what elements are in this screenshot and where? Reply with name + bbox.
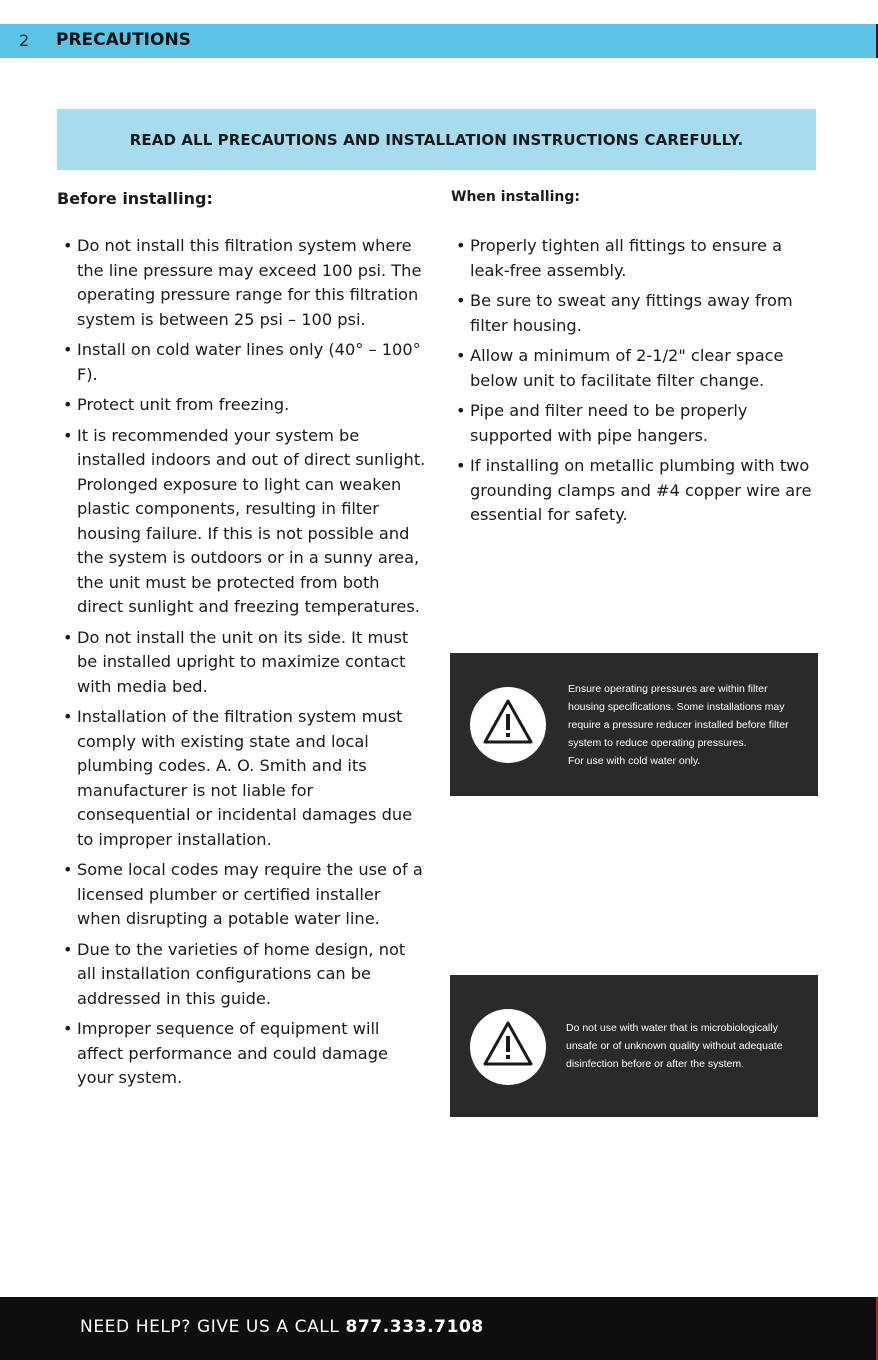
list-item: • Properly tighten all fittings to ensure a leak-free assembly.: [456, 234, 822, 283]
list-item: • If installing on metallic plumbing with two grounding clamps and #4 copper wire are essential for safety.: [456, 454, 822, 528]
warning-triangle-icon: [470, 1009, 546, 1085]
warning-line: For use with cold water only.: [568, 755, 701, 767]
list-item: • Improper sequence of equipment will affect performance and could damage your system.: [63, 1017, 429, 1091]
warning-line: Ensure operating pressures are within filter: [568, 683, 768, 695]
warning-line: unsafe or of unknown quality without adequate: [566, 1040, 783, 1052]
support-phone-number[interactable]: 877.333.7108: [345, 1317, 484, 1337]
warning-line: housing specifications. Some installations may: [568, 701, 785, 713]
section-title: PRECAUTIONS: [56, 30, 191, 50]
page-number: 2: [19, 31, 30, 50]
list-item: • Be sure to sweat any fittings away from filter housing.: [456, 289, 822, 338]
when-installing-list: [456, 234, 822, 534]
when-installing-heading: When installing:: [451, 189, 580, 205]
page-header: [0, 24, 878, 58]
list-item: • Installation of the filtration system must comply with existing state and local plumbing codes. A. O. Smith and its manufacturer is not liable for consequential or incidental damages due to improper installation.: [63, 705, 429, 852]
warning-line: Do not use with water that is microbiologically: [566, 1022, 778, 1034]
before-installing-list: [63, 234, 429, 1097]
footer-text: [80, 1317, 484, 1337]
warning-line: require a pressure reducer installed before filter: [568, 719, 789, 731]
water-quality-warning-box: [450, 975, 818, 1117]
list-item: • Due to the varieties of home design, not all installation configurations can be addressed in this guide.: [63, 938, 429, 1012]
footer-prefix: NEED HELP? GIVE US A CALL: [80, 1317, 346, 1337]
warning-text: [566, 1019, 810, 1073]
list-item: • Protect unit from freezing.: [63, 393, 429, 418]
help-footer: [0, 1297, 878, 1360]
warning-triangle-icon: [470, 687, 546, 763]
list-item: • Some local codes may require the use of a licensed plumber or certified installer when disrupting a potable water line.: [63, 858, 429, 932]
list-item: • Pipe and filter need to be properly supported with pipe hangers.: [456, 399, 822, 448]
banner-text: READ ALL PRECAUTIONS AND INSTALLATION INSTRUCTIONS CAREFULLY.: [129, 130, 744, 149]
warning-line: disinfection before or after the system.: [566, 1058, 745, 1070]
before-installing-heading: Before installing:: [57, 189, 213, 208]
list-item: • Allow a minimum of 2-1/2" clear space below unit to facilitate filter change.: [456, 344, 822, 393]
warning-text: [568, 680, 808, 770]
warning-line: system to reduce operating pressures.: [568, 737, 747, 749]
pressure-warning-box: [450, 653, 818, 796]
instruction-banner: [57, 109, 816, 170]
list-item: • Install on cold water lines only (40° – 100° F).: [63, 338, 429, 387]
list-item: • Do not install this filtration system where the line pressure may exceed 100 psi. The operating pressure range for this filtration system is between 25 psi – 100 psi.: [63, 234, 429, 332]
list-item: • It is recommended your system be installed indoors and out of direct sunlight. Prolonged exposure to light can weaken plastic components, resulting in filter housing failure. If this is not possible and the system is outdoors or in a sunny area, the unit must be protected from both direct sunlight and freezing temperatures.: [63, 424, 429, 620]
list-item: • Do not install the unit on its side. It must be installed upright to maximize contact with media bed.: [63, 626, 429, 700]
